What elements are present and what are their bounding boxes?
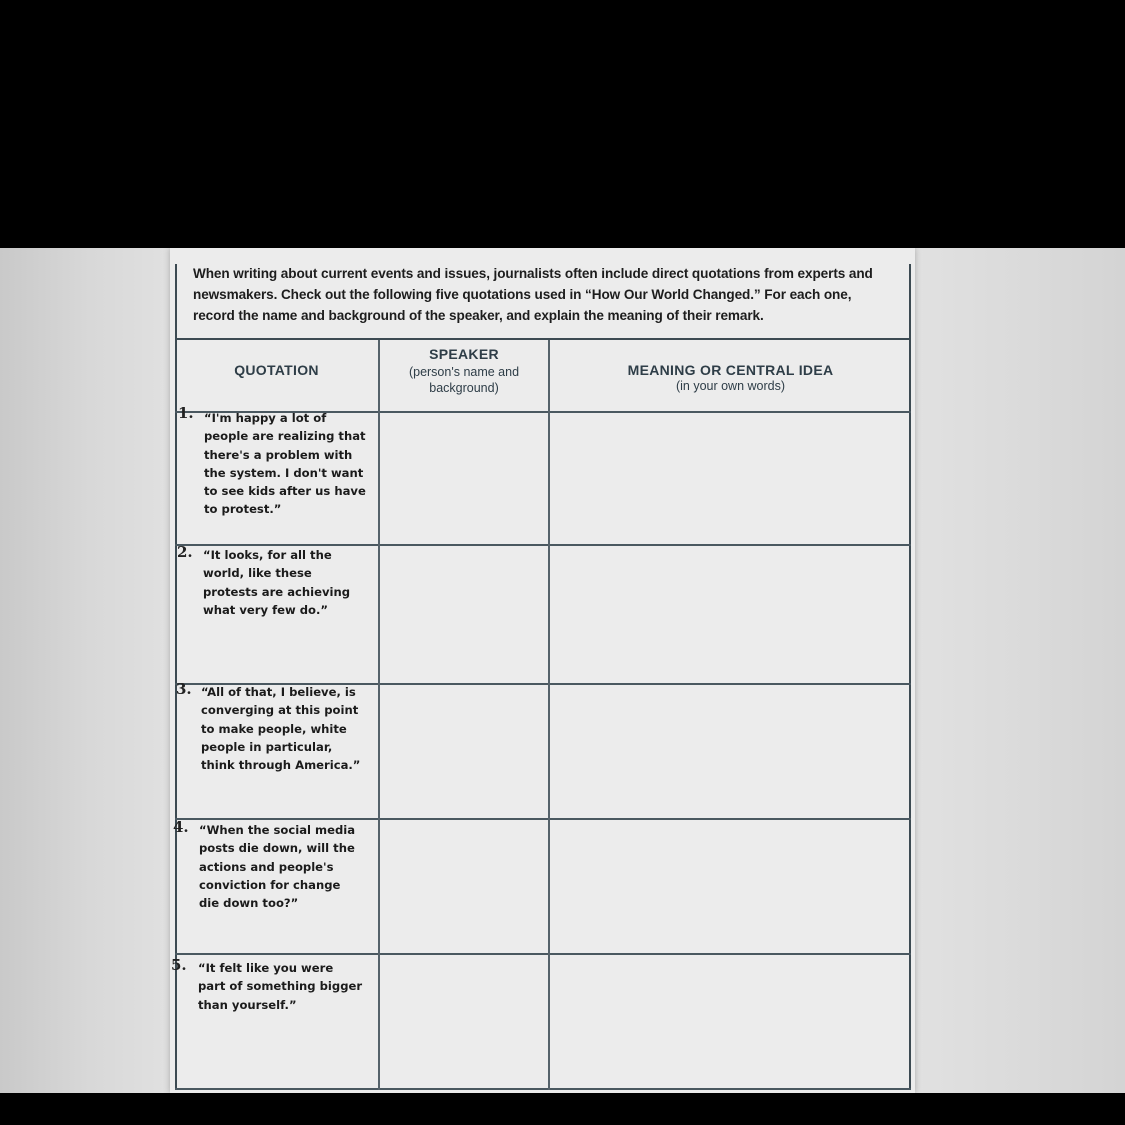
table-bottom (175, 1088, 911, 1090)
row-number: 5. (171, 956, 187, 974)
meaning-answer-cell[interactable] (550, 955, 911, 1088)
quotation-table (171, 338, 911, 1090)
quotation-text: “It felt like you were part of something bigger than yourself.” (198, 961, 363, 1012)
quotation-text: “All of that, I believe, is converging at this point to make people, white people in particular, think through America.” (201, 685, 361, 773)
header-meaning-label: MEANING OR CENTRAL IDEA (627, 362, 834, 378)
speaker-answer-cell[interactable] (380, 413, 548, 544)
speaker-answer-cell[interactable] (380, 685, 548, 818)
quotation-text: “When the social media posts die down, will the actions and people's conviction for change die down too?” (199, 823, 356, 911)
row-number: 2. (177, 543, 193, 561)
header-quotation (175, 362, 378, 378)
header-speaker-sublabel: (person's name and background) (408, 365, 520, 395)
header-meaning (550, 362, 911, 394)
header-speaker-label: SPEAKER (429, 346, 499, 362)
meaning-answer-cell[interactable] (550, 546, 911, 683)
speaker-answer-cell[interactable] (380, 820, 548, 953)
meaning-answer-cell[interactable] (550, 413, 911, 544)
quotation-text: “It looks, for all the world, like these protests are achieving what very few do.” (203, 548, 351, 617)
row-number: 3. (176, 680, 192, 698)
side-copyright-strip (915, 330, 929, 1090)
header-quotation-label: QUOTATION (234, 362, 319, 378)
speaker-answer-cell[interactable] (380, 546, 548, 683)
header-speaker (380, 346, 548, 396)
speaker-answer-cell[interactable] (380, 955, 548, 1088)
header-meaning-sublabel: (in your own words) (675, 379, 786, 393)
quotation-text: “I'm happy a lot of people are realizing that there's a problem with the system. I don't want to see kids after us have to protest.” (204, 411, 366, 517)
meaning-answer-cell[interactable] (550, 820, 911, 953)
intro-instructions: When writing about current events and issues, journalists often include direct quotations from experts and newsmakers. Check out the following five quotations used in “How Our World Changed.” For each one, record the name and background of the speaker, and explain the meaning of their remark. (193, 266, 873, 323)
bottom-border (0, 1093, 1125, 1125)
row-number: 4. (173, 818, 189, 836)
row-number: 1. (178, 404, 194, 422)
meaning-answer-cell[interactable] (550, 685, 911, 818)
